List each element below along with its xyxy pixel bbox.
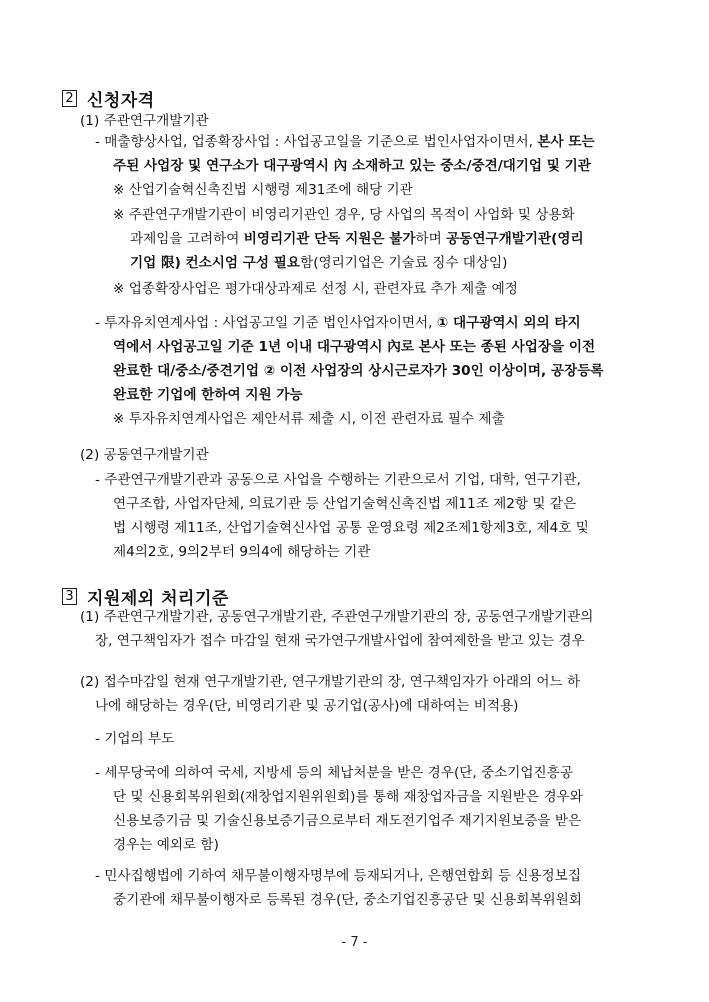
text-line (95, 314, 581, 332)
subsection-label: (1) 주관연구개발기관 (80, 113, 209, 129)
text-line (95, 697, 518, 715)
text-run: 장, 연구책임자가 접수 마감일 현재 국가연구개발사업에 참여제한을 받고 있는 경우 (95, 633, 585, 649)
text-line (95, 133, 595, 151)
text-line (80, 673, 580, 691)
text-line (113, 812, 581, 830)
text-line (130, 230, 584, 248)
text-run: 중기관에 채무불이행자로 등록된 경우(단, 중소기업진흥공단 및 신용회복위원회 (113, 892, 582, 908)
text-line (80, 608, 593, 626)
text-line (113, 543, 370, 561)
text-line (113, 495, 576, 513)
text-line (113, 788, 583, 806)
text-run: 단 및 신용회복위원회(재창업지원위원회)를 통해 재창업자금을 지원받은 경우와 (113, 789, 583, 805)
section-title: 신청자격 (87, 91, 155, 111)
text-line (113, 836, 219, 854)
text-run: - 주관연구개발기관과 공동으로 사업을 수행하는 기관으로서 기업, 대학, 연구기관, (95, 472, 581, 488)
bold-text: 완료한 기업에 한하여 지원 가능 (113, 387, 303, 403)
text-line (113, 891, 582, 909)
text-run: 법 시행령 제11조, 산업기술혁신사업 공통 운영요령 제2조제1항제3호, 제4호 및 (113, 520, 589, 536)
bold-text: 기업 限) 컨소시엄 구성 필요 (130, 255, 301, 271)
text-line (113, 410, 505, 428)
section-number: 2 (62, 90, 77, 107)
text-line (95, 730, 174, 748)
text-run: - 세무당국에 의하여 국세, 지방세 등의 체납처분을 받은 경우(단, 중소기업진흥공 (95, 765, 573, 781)
text-run: - 민사집행법에 기하여 채무불이행자명부에 등재되거나, 은행연합회 등 신용정보집 (95, 868, 581, 884)
text-line (113, 362, 603, 380)
subsection-label: (2) 공동연구개발기관 (80, 447, 209, 463)
text-line (95, 632, 585, 650)
text-line (95, 867, 581, 885)
text-line (113, 157, 591, 175)
text-line (113, 338, 595, 356)
bold-text: ① 대구광역시 외의 타지 (436, 315, 581, 331)
text-run: (2) 접수마감일 현재 연구개발기관, 연구개발기관의 장, 연구책임자가 아래의 어느 하 (80, 674, 581, 690)
bold-text: 완료한 대/중소/중견기업 ② 이전 사업장의 상시근로자가 30인 이상이며, 공장등록 (113, 363, 604, 379)
text-line (95, 764, 573, 782)
text-run: ※ 주관연구개발기관이 비영리기관인 경우, 당 사업의 목적이 사업화 및 상용화 (113, 207, 575, 223)
section-title: 지원제외 처리기준 (87, 589, 229, 609)
bold-text: 역에서 사업공고일 기준 1년 이내 대구광역시 內로 본사 또는 종된 사업장을 이전 (113, 339, 596, 355)
page-number: - 7 - (341, 935, 368, 950)
text-run: - 기업의 부도 (95, 731, 175, 747)
text-run: 제4의2호, 9의2부터 9의4에 해당하는 기관 (113, 544, 371, 560)
bold-text: 주된 사업장 및 연구소가 대구광역시 內 소재하고 있는 중소/중견/대기업 및 기관 (113, 158, 591, 174)
text-run: ※ 업종확장사업은 평가대상과제로 선정 시, 관련자료 추가 제출 예정 (113, 281, 518, 297)
bold-text: 본사 또는 (537, 134, 595, 150)
section-3-heading (62, 584, 229, 609)
text-line (113, 206, 575, 224)
text-run: (1) 주관연구개발기관, 공동연구개발기관, 주관연구개발기관의 장, 공동연구개발기관의 (80, 609, 594, 625)
section-2-heading (62, 86, 155, 111)
text-run: 경우는 예외로 함) (113, 837, 219, 853)
text-line (113, 280, 518, 298)
text-run: 연구조합, 사업자단체, 의료기관 등 산업기술혁신촉진법 제11조 제2항 및 같은 (113, 496, 577, 512)
text-line (113, 519, 589, 537)
text-run: 과제임을 고려하여 (130, 231, 244, 247)
text-run: 나에 해당하는 경우(단, 비영리기관 및 공기업(공사)에 대하여는 비적용) (95, 698, 519, 714)
bold-text: 비영리기관 단독 지원은 불가 (243, 231, 416, 247)
text-run: - 매출향상사업, 업종확장사업 : 사업공고일을 기준으로 법인사업자이면서, (95, 134, 538, 150)
text-run: 함(영리기업은 기술료 징수 대상임) (300, 255, 508, 271)
text-line (113, 386, 303, 404)
text-line (95, 471, 581, 489)
section-number: 3 (62, 588, 77, 605)
text-run: ※ 산업기술혁신촉진법 시행령 제31조에 해당 기관 (113, 182, 413, 198)
text-run: 하며 (415, 231, 447, 247)
text-run: - 투자유치연계사업 : 사업공고일 기준 법인사업자이면서, (95, 315, 437, 331)
text-line (130, 254, 507, 272)
text-line (113, 181, 413, 199)
bold-text: 공동연구개발기관(영리 (446, 231, 584, 247)
text-run: ※ 투자유치연계사업은 제안서류 제출 시, 이전 관련자료 필수 제출 (113, 411, 505, 427)
text-run: 신용보증기금 및 기술신용보증기금으로부터 재도전기업주 재기지원보증을 받은 (113, 813, 582, 829)
